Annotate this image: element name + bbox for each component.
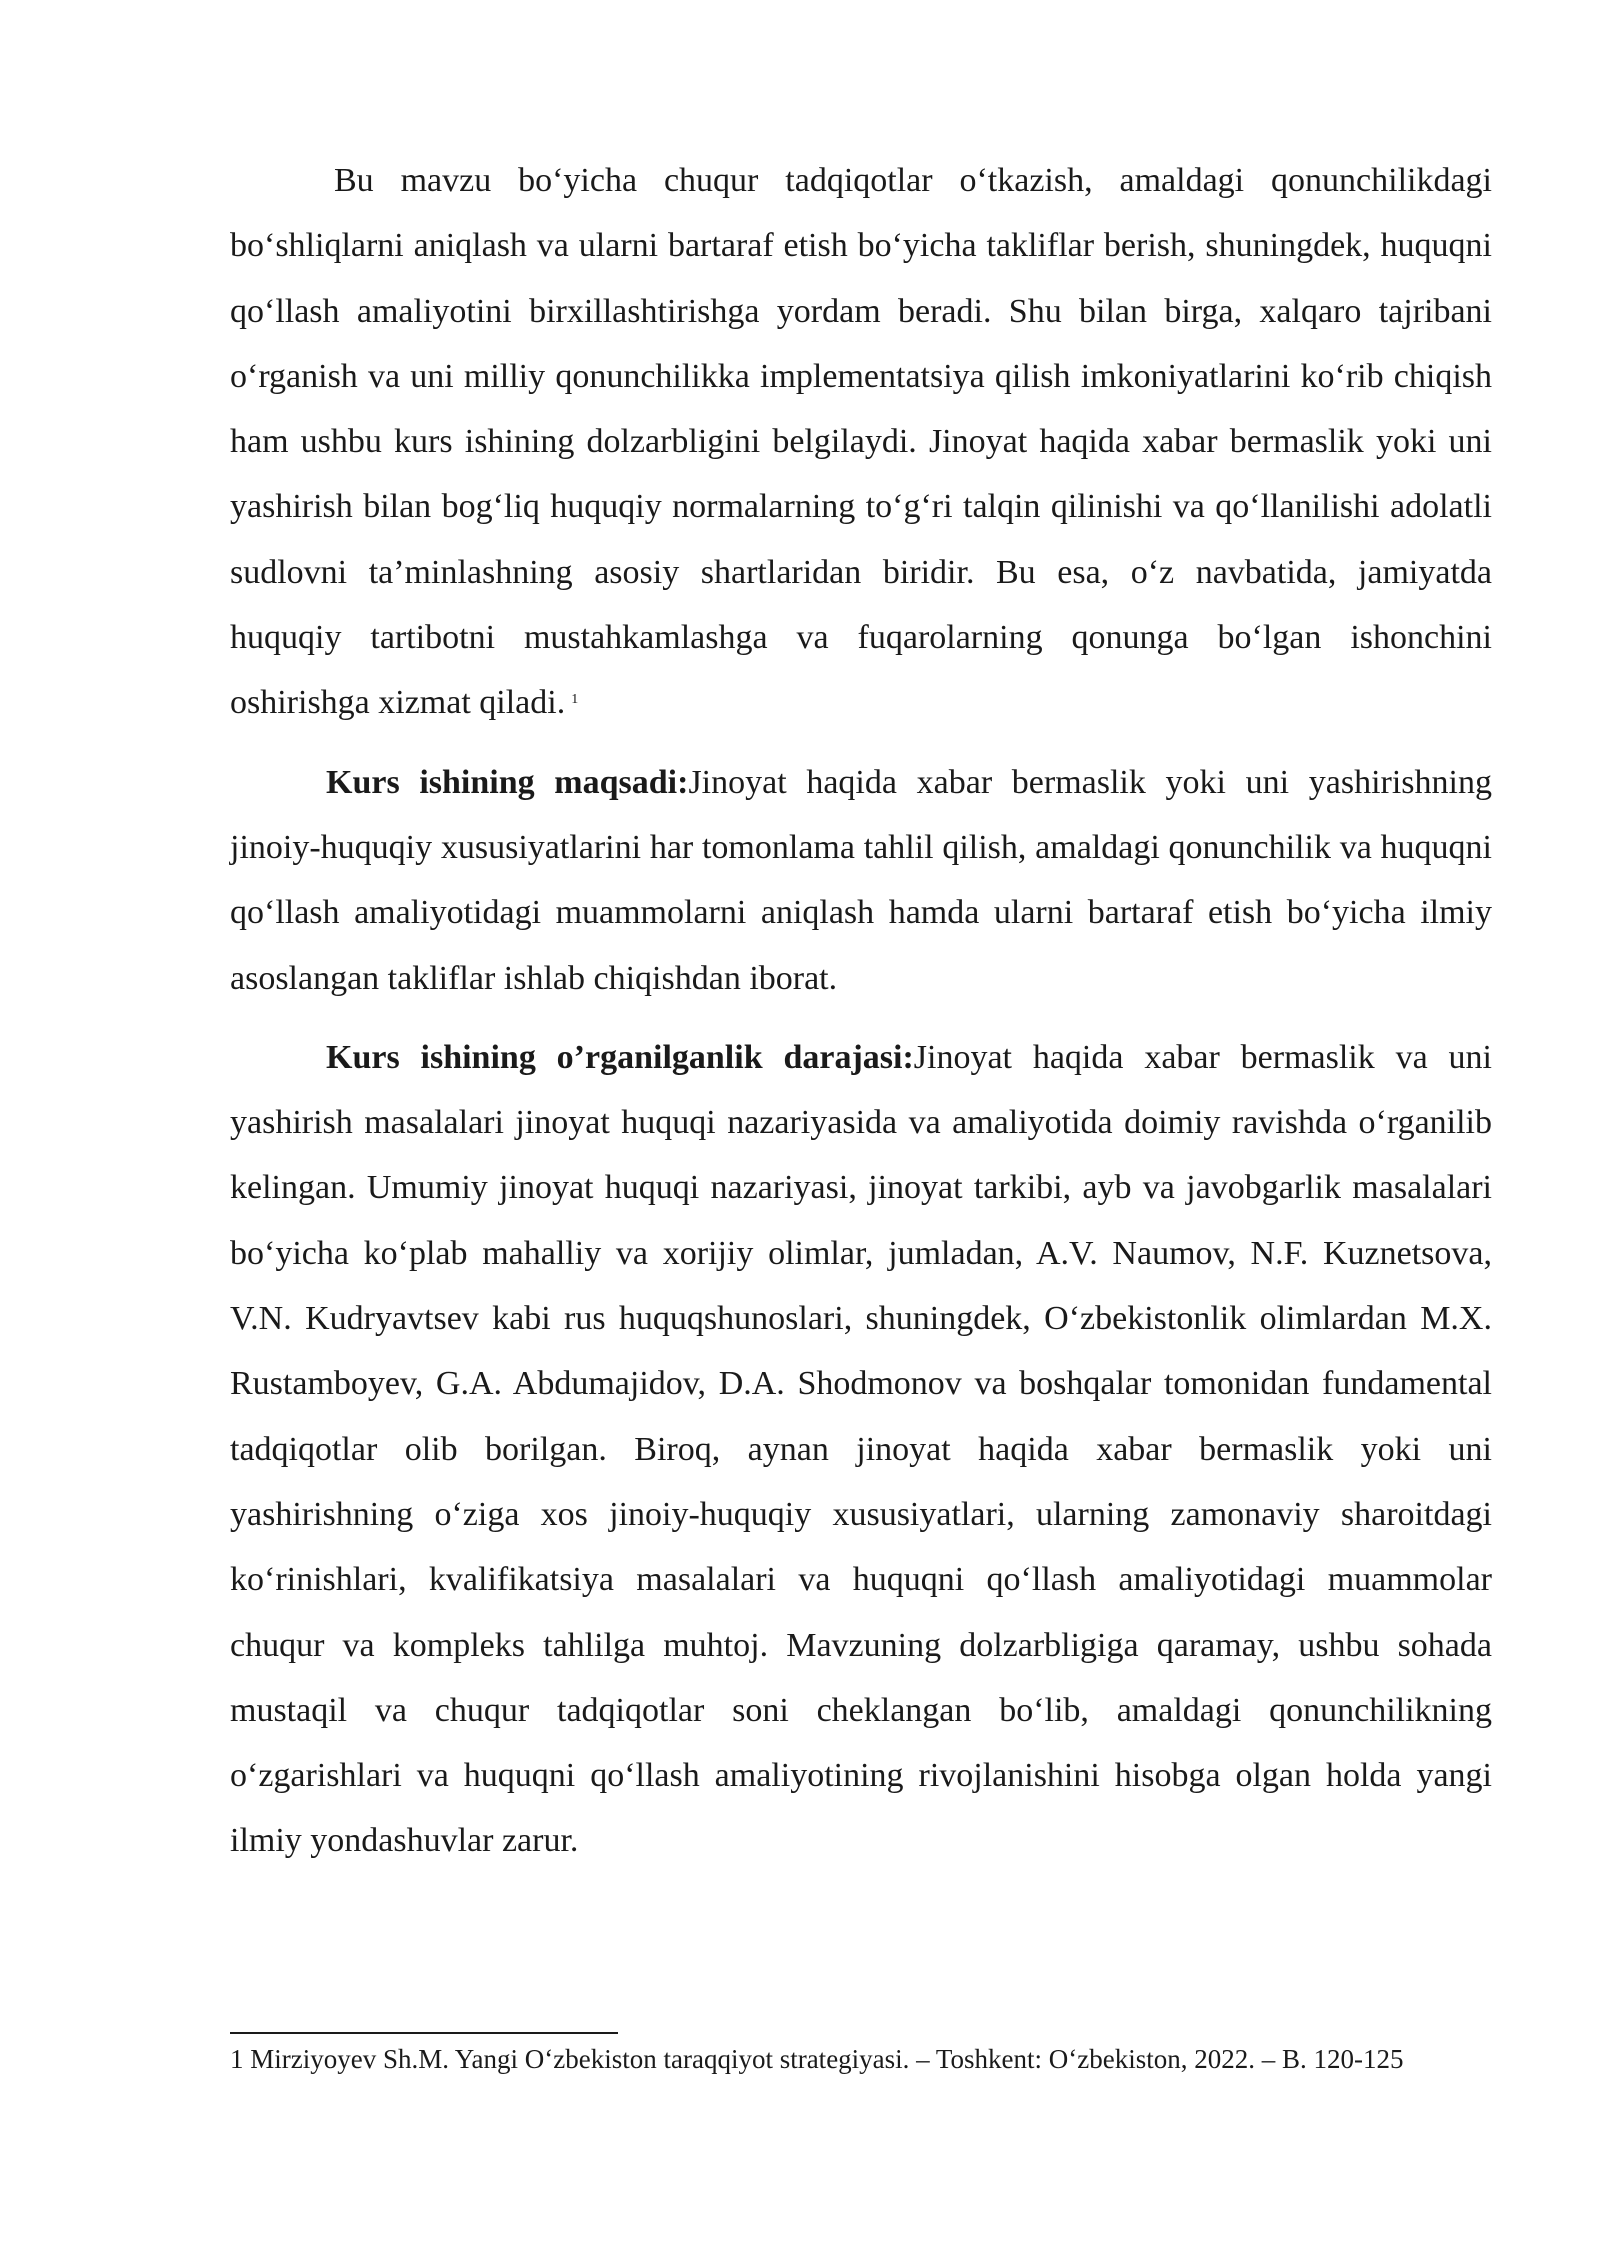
paragraph-heading: Kurs ishining maqsadi:: [326, 763, 689, 801]
footnote-reference[interactable]: 1: [571, 692, 579, 708]
paragraph-relevance: [230, 148, 1492, 736]
footnote-number: 1: [230, 2044, 244, 2074]
footnote-separator: [230, 2032, 618, 2034]
paragraph-text: Jinoyat haqida xabar bermaslik va uni yashirish masalalari jinoyat huquqi nazariyasida va amaliyotida doimiy ravishda o‘rganilib kelingan. Umumiy jinoyat huquqi nazariyasi, jinoyat tarkibi, ayb va javobgarlik masalalari bo‘yicha ko‘plab mahalliy va xorijiy olimlar, jumladan, A.V. Naumov, N.F. Kuznetsova, V.N. Kudryavtsev kabi rus huquqshunoslari, shuningdek, O‘zbekistonlik olimlardan M.X. Rustamboyev, G.A. Abdumajidov, D.A. Shodmonov va boshqalar tomonidan fundamental tadqiqotlar olib borilgan. Biroq, aynan jinoyat haqida xabar bermaslik yoki uni yashirishning o‘ziga xos jinoiy-huquqiy xususiyatlari, ularning zamonaviy sharoitdagi ko‘rinishlari, kvalifikatsiya masalalari va huquqni qo‘llash amaliyotidagi muammolar chuqur va kompleks tahlilga muhtoj. Mavzuning dolzarbligiga qaramay, ushbu sohada mustaqil va chuqur tadqiqotlar soni cheklangan bo‘lib, amaldagi qonunchilikning o‘zgarishlari va huquqni qo‘llash amaliyotining rivojlanishini hisobga olgan holda yangi ilmiy yondashuvlar zarur.: [230, 1038, 1492, 1860]
paragraph-study-level: [230, 1025, 1492, 1874]
footnote: [230, 2042, 1492, 2077]
document-body: [230, 148, 1492, 1874]
paragraph-goal: [230, 750, 1492, 1011]
paragraph-text: Bu mavzu bo‘yicha chuqur tadqiqotlar o‘tkazish, amaldagi qonunchilikdagi bo‘shliqlarni aniqlash va ularni bartaraf etish bo‘yicha takliflar berish, shuningdek, huquqni qo‘llash amaliyotini birxillashtirishga yordam beradi. Shu bilan birga, xalqaro tajribani o‘rganish va uni milliy qonunchilikka implementatsiya qilish imkoniyatlarini ko‘rib chiqish ham ushbu kurs ishining dolzarbligini belgilaydi. Jinoyat haqida xabar bermaslik yoki uni yashirish bilan bog‘liq huquqiy normalarning to‘g‘ri talqin qilinishi va qo‘llanilishi adolatli sudlovni ta’minlashning asosiy shartlaridan biridir. Bu esa, o‘z navbatida, jamiyatda huquqiy tartibotni mustahkamlashga va fuqarolarning qonunga bo‘lgan ishonchini oshirishga xizmat qiladi.: [230, 162, 1492, 722]
paragraph-heading: Kurs ishining o’rganilganlik darajasi:: [326, 1038, 914, 1076]
footnote-text: Mirziyoyev Sh.M. Yangi O‘zbekiston taraqqiyot strategiyasi. – Toshkent: O‘zbekiston, 2022. – B. 120-125: [250, 2044, 1404, 2074]
paragraph-text: Jinoyat haqida xabar bermaslik yoki uni yashirishning jinoiy-huquqiy xususiyatlarini har tomonlama tahlil qilish, amaldagi qonunchilik va huquqni qo‘llash amaliyotidagi muammolarni aniqlash hamda ularni bartaraf etish bo‘yicha ilmiy asoslangan takliflar ishlab chiqishdan iborat.: [230, 763, 1492, 997]
